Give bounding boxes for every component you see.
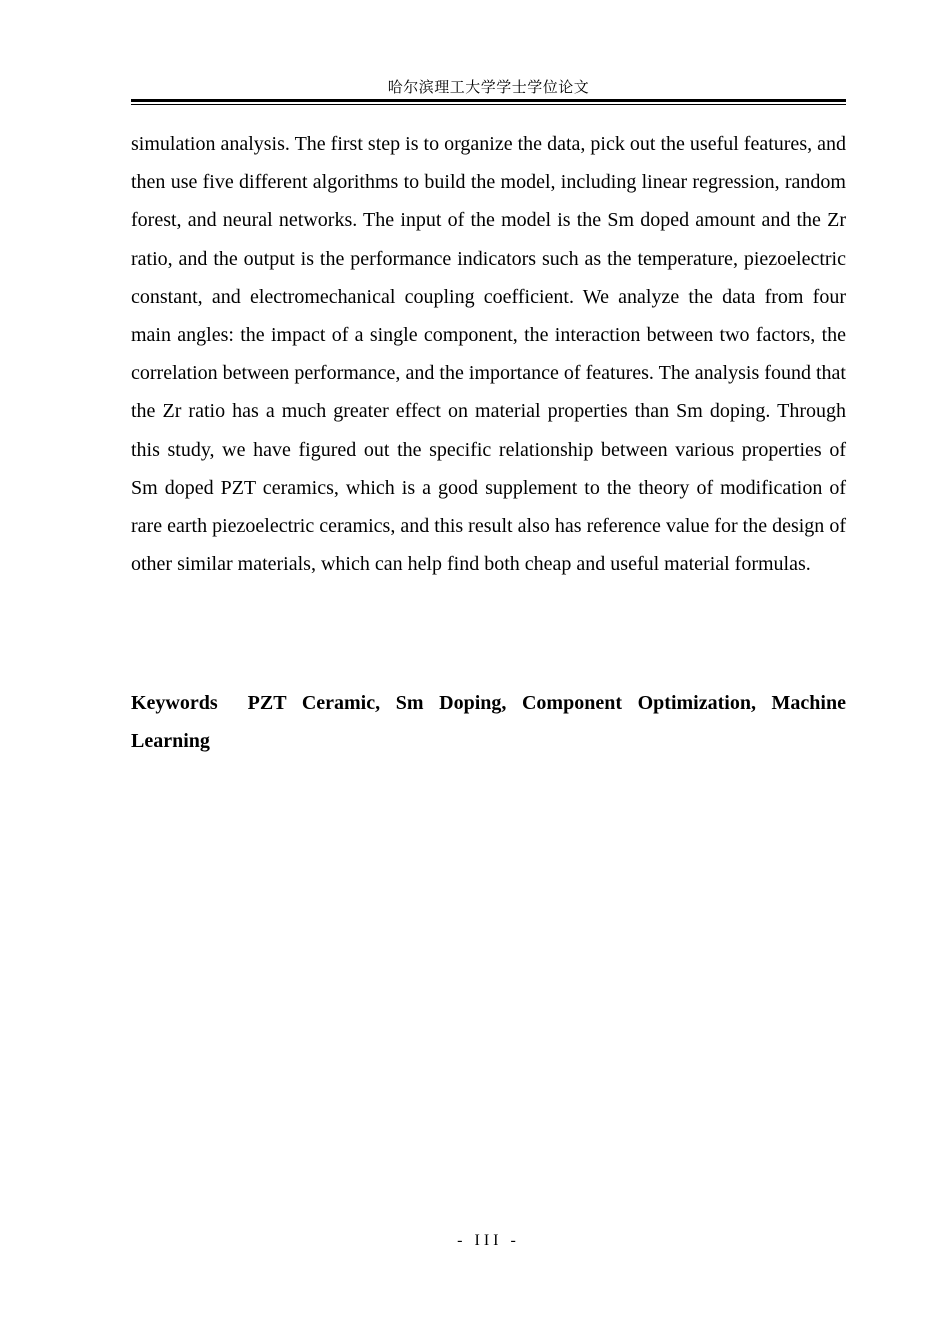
header-rule-thick xyxy=(131,99,846,102)
header-rule-thin xyxy=(131,104,846,105)
keywords-line xyxy=(131,684,846,760)
running-header: 哈尔滨理工大学学士学位论文 xyxy=(387,80,590,96)
abstract-paragraph: simulation analysis. The first step is to organize the data, pick out the useful features, and then use five different algorithms to build the model, including linear regression, random forest, and neural networks. The input of the model is the Sm doped amount and the Zr ratio, and the output is the performance indicators such as the temperature, piezoelectric constant, and electromechanical coupling coefficient. We analyze the data from four main angles: the impact of a single component, the interaction between two factors, the correlation between performance, and the importance of features. The analysis found that the Zr ratio has a much greater effect on material properties than Sm doping. Through this study, we have figured out the specific relationship between various properties of Sm doped PZT ceramics, which is a good supplement to the theory of modification of rare earth piezoelectric ceramics, and this result also has reference value for the design of other similar materials, which can help find both cheap and useful material formulas. xyxy=(131,133,846,576)
keywords-label: Keywords xyxy=(131,692,218,714)
page-number: - III - xyxy=(457,1232,520,1249)
keywords-text: PZT Ceramic, Sm Doping, Component Optimization, Machine Learning xyxy=(131,692,846,752)
